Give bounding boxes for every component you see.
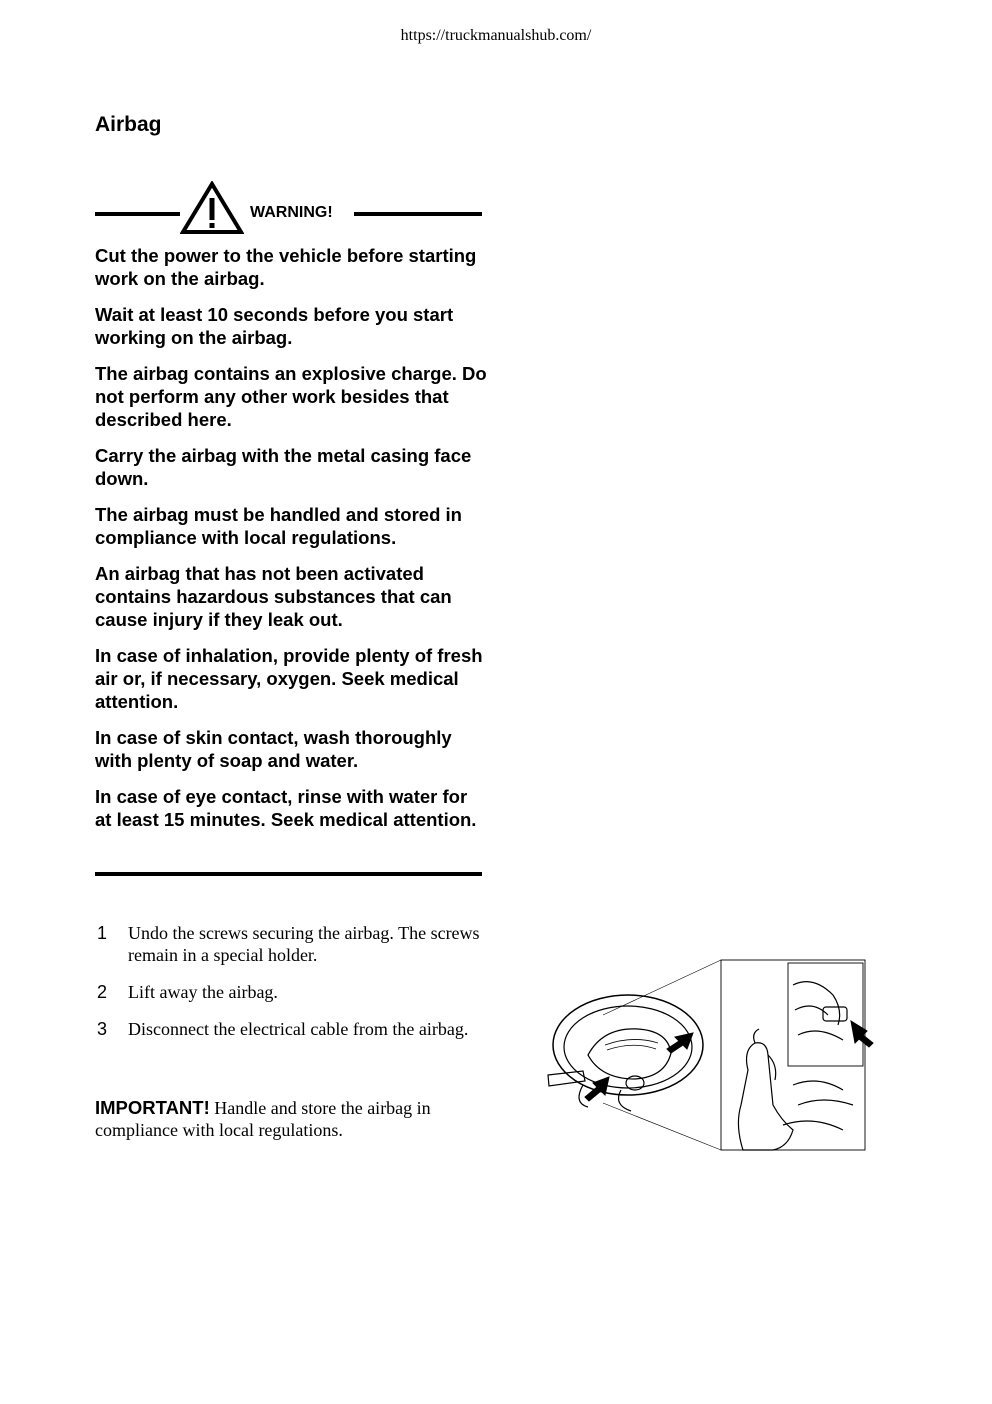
- step-number: 3: [97, 1019, 108, 1039]
- step-text: Lift away the airbag.: [128, 982, 278, 1002]
- warning-paragraph: In case of eye contact, rinse with water for at least 15 minutes. Seek medical attention.: [95, 786, 477, 830]
- important-text: Handle and store the airbag in compliance with local regulations.: [95, 1098, 431, 1140]
- warning-paragraph: Wait at least 10 seconds before you start working on the airbag.: [95, 304, 454, 348]
- step-item: [95, 981, 485, 1003]
- procedure-steps: [95, 922, 485, 1055]
- warning-paragraph: In case of skin contact, wash thoroughly with plenty of soap and water.: [95, 727, 452, 771]
- warning-paragraph: An airbag that has not been activated contains hazardous substances that can cause injury if they leak out.: [95, 563, 452, 630]
- section-title: Airbag: [95, 113, 162, 136]
- steering-wheel-airbag-illustration: [543, 955, 883, 1155]
- page-url: https://truckmanualshub.com/: [400, 27, 592, 44]
- warning-label: WARNING!: [250, 204, 333, 221]
- warning-paragraph: The airbag must be handled and stored in compliance with local regulations.: [95, 504, 462, 548]
- step-number: 1: [97, 923, 108, 943]
- warning-paragraph: In case of inhalation, provide plenty of fresh air or, if necessary, oxygen. Seek medical attention.: [95, 645, 483, 712]
- warning-rule-bottom: [95, 872, 482, 876]
- step-item: [95, 1018, 485, 1040]
- step-item: [95, 922, 485, 966]
- important-note: [95, 1097, 495, 1141]
- step-number: 2: [97, 982, 108, 1002]
- step-text: Disconnect the electrical cable from the airbag.: [128, 1019, 469, 1039]
- warning-header: [95, 180, 482, 246]
- warning-paragraph: The airbag contains an explosive charge. Do not perform any other work besides that described here.: [95, 363, 487, 430]
- warning-paragraph: Carry the airbag with the metal casing face down.: [95, 445, 472, 489]
- warning-paragraph: Cut the power to the vehicle before starting work on the airbag.: [95, 245, 477, 289]
- step-text: Undo the screws securing the airbag. The screws remain in a special holder.: [128, 923, 480, 965]
- illustration-svg: [543, 955, 883, 1155]
- important-keyword: IMPORTANT!: [95, 1097, 210, 1118]
- warning-rule-left: [95, 212, 180, 216]
- warning-rule-right: [354, 212, 482, 216]
- warning-text-block: [95, 244, 487, 844]
- warning-triangle-icon: [180, 181, 244, 235]
